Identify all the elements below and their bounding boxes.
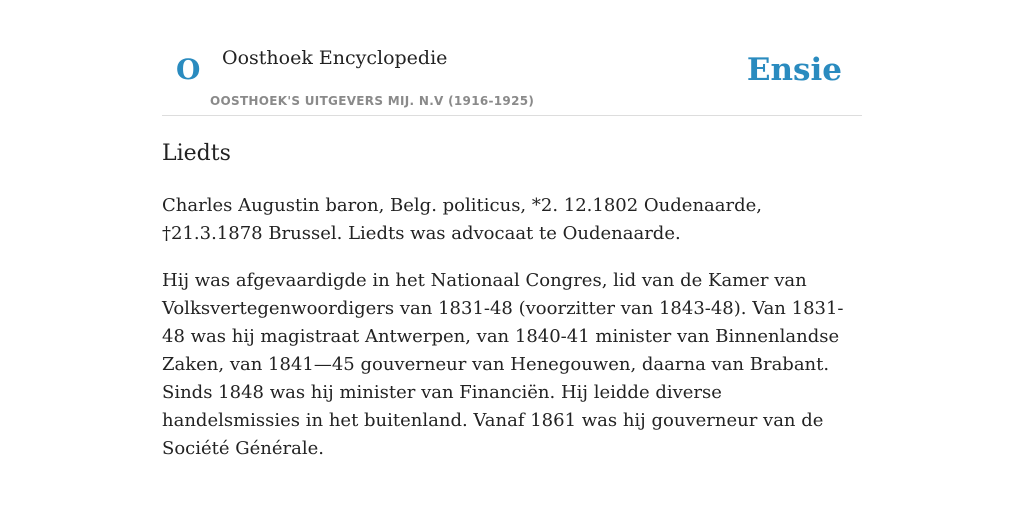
source-logo[interactable]: O <box>176 53 201 86</box>
entry-paragraph: Hij was afgevaardigde in het Nationaal Congres, lid van de Kamer van Volksvertegenwoordigers van 1831-48 (voorzitter van 1843-48). Van 1831-48 was hij magistraat Antwerpen, van 1840-41 minister van Binnenlandse Zaken, van 1841—45 gouverneur van Henegouwen, daarna van Brabant. Sinds 1848 was hij minister van Financiën. Hij leidde diverse handelsmissies in het buitenland. Vanaf 1861 was hij gouverneur van de Société Générale. <box>162 270 844 459</box>
brand-logo[interactable]: Ensie <box>746 52 842 88</box>
source-title[interactable]: Oosthoek Encyclopedie <box>222 47 448 69</box>
source-subtitle: OOSTHOEK'S UITGEVERS MIJ. N.V (1916-1925) <box>210 94 535 108</box>
source-header <box>162 28 862 116</box>
entry-title: Liedts <box>162 141 231 166</box>
entry-content <box>162 138 862 463</box>
entry-paragraph: Charles Augustin baron, Belg. politicus, *2. 12.1802 Oudenaarde, †21.3.1878 Brussel. Liedts was advocaat te Oudenaarde. <box>162 195 763 244</box>
